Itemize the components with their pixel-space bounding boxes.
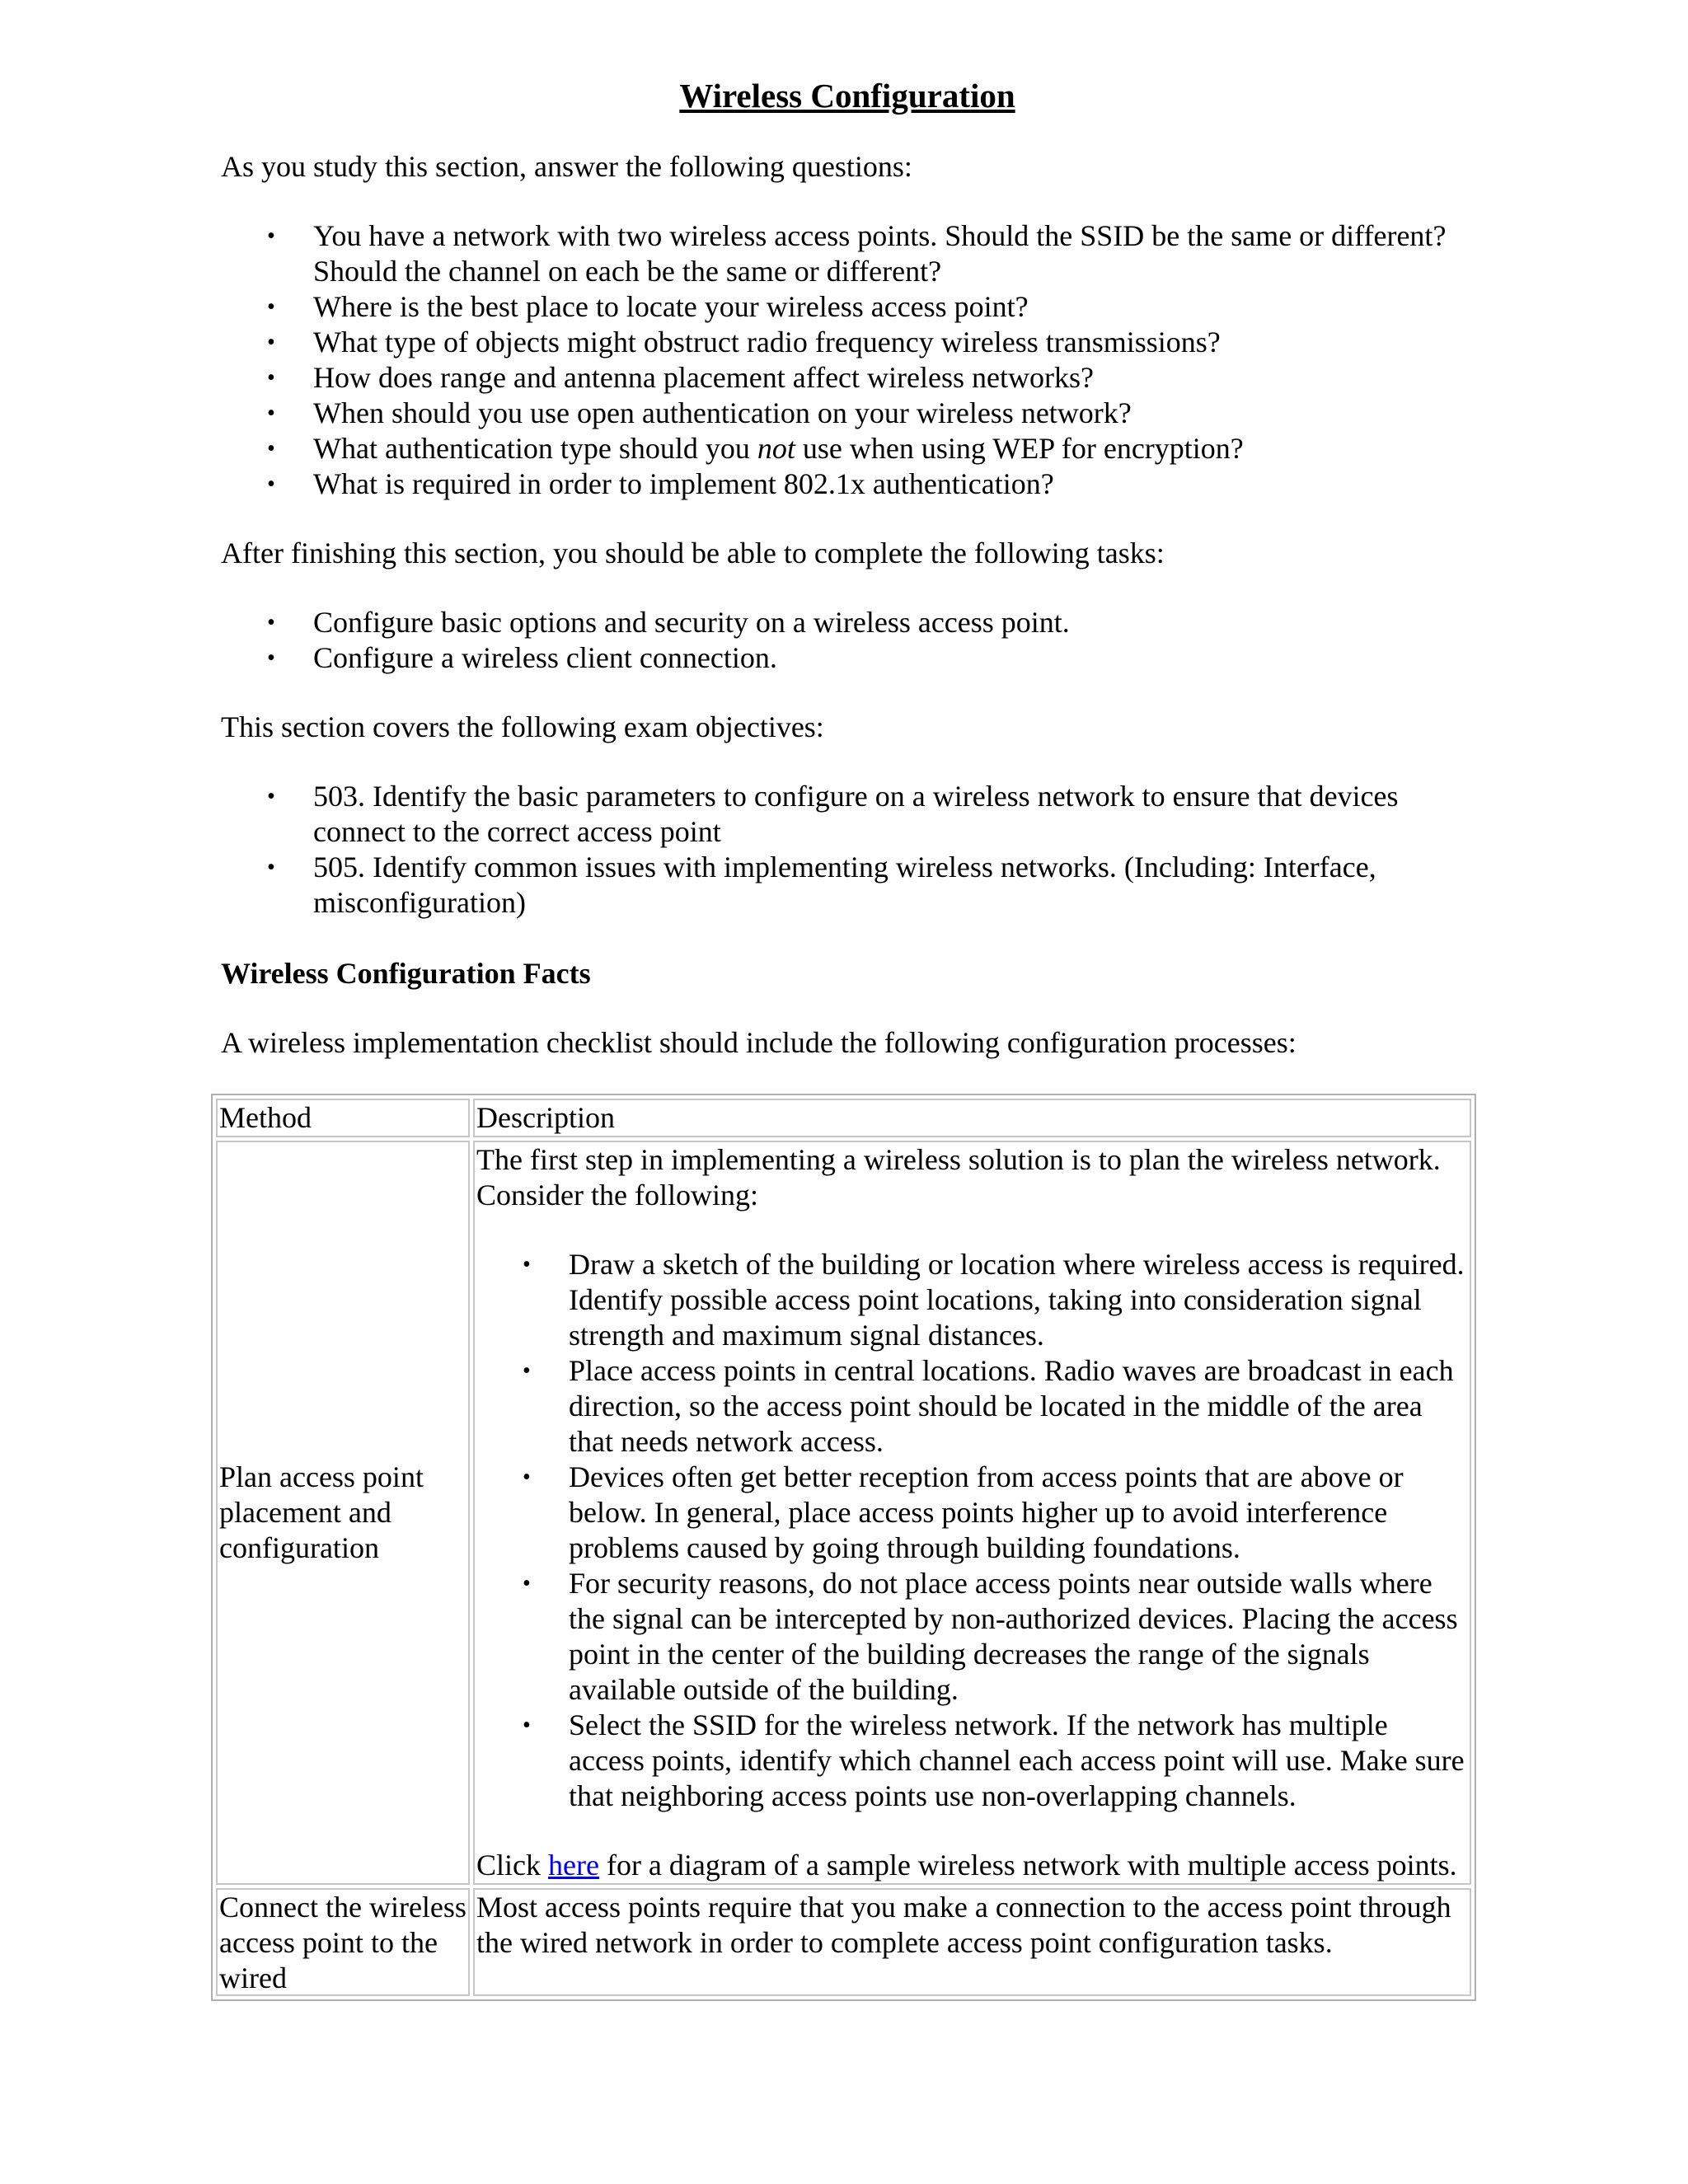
list-item: • How does range and antenna placement affect wireless networks? — [313, 360, 1474, 396]
table-row — [216, 1141, 1471, 1885]
method-text: Connect the wireless access point to the wired — [219, 1891, 467, 1994]
list-item: • Select the SSID for the wireless network. If the network has multiple access points, identify which channel each access point will use. Make sure that neighboring access points use non-overlapping channels. — [569, 1708, 1468, 1814]
click-text-after: for a diagram of a sample wireless network with multiple access points. — [598, 1849, 1457, 1882]
emphasis-not: not — [757, 432, 795, 465]
tasks-intro: After finishing this section, you should be able to complete the following tasks: — [221, 537, 1165, 569]
planning-list — [476, 1247, 1468, 1814]
click-text: Click — [476, 1849, 548, 1882]
facts-heading: Wireless Configuration Facts — [221, 957, 591, 990]
list-item: • What is required in order to implement 802.1x authentication? — [313, 466, 1474, 502]
questions-list — [221, 218, 1474, 502]
list-item: • Draw a sketch of the building or location where wireless access is required. Identify possible access point locations, taking into consideration signal strength and maximum signal distances. — [569, 1247, 1468, 1353]
table-row — [216, 1888, 1471, 1996]
list-item: • For security reasons, do not place access points near outside walls where the signal can be intercepted by non-authorized devices. Placing the access point in the center of the building decreases the range of the signals available outside of the building. — [569, 1566, 1468, 1708]
checklist-table — [211, 1094, 1476, 2001]
diagram-note — [476, 1848, 1468, 1883]
question-text-before: What authentication type should you — [313, 432, 757, 465]
diagram-link[interactable]: here — [548, 1849, 599, 1882]
list-item: • Place access points in central locations. Radio waves are broadcast in each direction, so the access point should be located in the middle of the area that needs network access. — [569, 1353, 1468, 1460]
description-cell — [473, 1141, 1471, 1885]
list-item: • Where is the best place to locate your wireless access point? — [313, 289, 1474, 325]
header-description: Description — [473, 1099, 1471, 1137]
objectives-list — [221, 779, 1474, 921]
questions-intro: As you study this section, answer the following questions: — [221, 150, 912, 183]
description-intro: The first step in implementing a wireless solution is to plan the wireless network. Consider the following: — [476, 1143, 1441, 1212]
list-item: • You have a network with two wireless access points. Should the SSID be the same or different? Should the channel on each be the same or different? — [313, 218, 1474, 289]
list-item: • What type of objects might obstruct radio frequency wireless transmissions? — [313, 325, 1474, 360]
method-cell: Plan access point placement and configuration — [216, 1141, 470, 1885]
description-cell: Most access points require that you make a connection to the access point through the wired network in order to complete access point configuration tasks. — [473, 1888, 1471, 1996]
checklist-intro: A wireless implementation checklist should include the following configuration processes: — [221, 1026, 1296, 1059]
question-text-after: use when using WEP for encryption? — [795, 432, 1244, 465]
table-header-row — [216, 1099, 1471, 1137]
list-item: • Configure a wireless client connection. — [313, 640, 1474, 676]
list-item: • Devices often get better reception from access points that are above or below. In general, place access points higher up to avoid interference problems caused by going through building foundations. — [569, 1460, 1468, 1566]
method-cell — [216, 1888, 470, 1996]
page-title: Wireless Configuration — [679, 77, 1015, 115]
list-item: • When should you use open authentication on your wireless network? — [313, 396, 1474, 431]
document-page — [221, 66, 1474, 2001]
list-item — [313, 431, 1474, 466]
tasks-list — [221, 605, 1474, 676]
list-item: • 505. Identify common issues with implementing wireless networks. (Including: Interface, misconfiguration) — [313, 850, 1474, 921]
list-item: • 503. Identify the basic parameters to configure on a wireless network to ensure that devices connect to the correct access point — [313, 779, 1474, 850]
list-item: • Configure basic options and security on a wireless access point. — [313, 605, 1474, 640]
header-method: Method — [216, 1099, 470, 1137]
objectives-intro: This section covers the following exam objectives: — [221, 710, 824, 743]
